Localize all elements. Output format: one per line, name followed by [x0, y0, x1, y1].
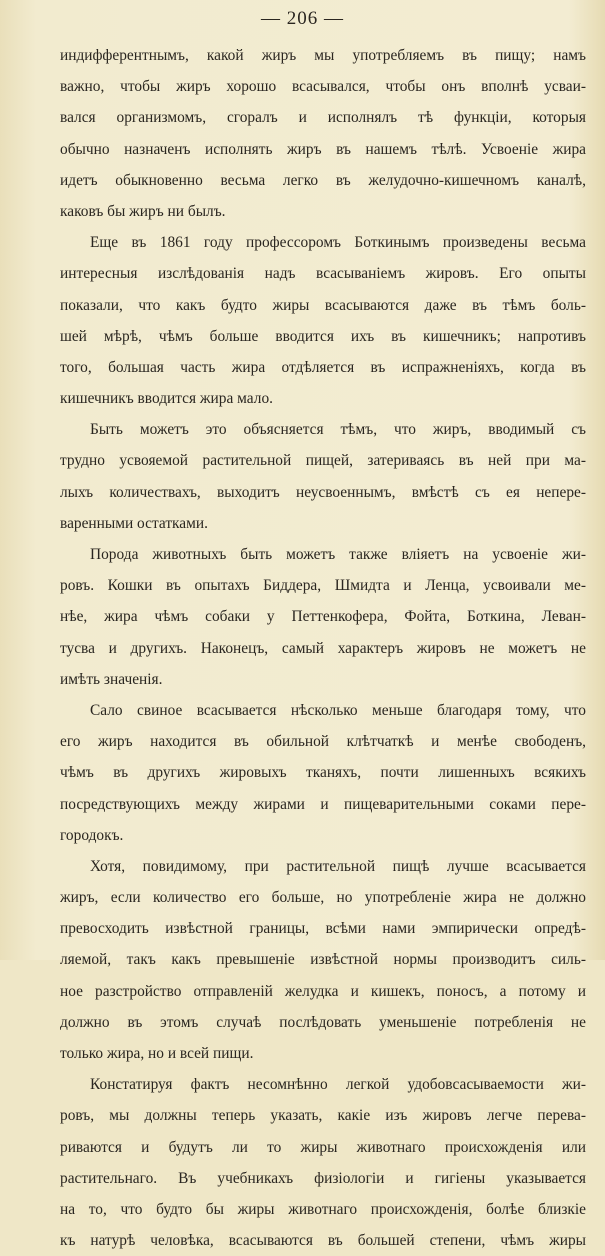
body-text	[60, 40, 586, 1256]
text-line: риваются и будутъ ли то жиры животнаго происхожденія или	[60, 1138, 586, 1156]
text-line: кишечникъ вводится жира мало.	[60, 390, 273, 408]
text-line: шей мѣрѣ, чѣмъ больше вводится ихъ въ кишечникъ; напротивъ	[60, 327, 586, 345]
text-line: только жира, но и всей пищи.	[60, 1045, 254, 1062]
text-line: посредствующихъ между жирами и пищеварительными соками пере-	[60, 795, 586, 813]
text-line: ное разстройство отправленій желудка и кишекъ, поносъ, а потому и	[60, 982, 586, 1000]
text-line: варенными остатками.	[60, 514, 208, 532]
text-line: показали, что какъ будто жиры всасываются даже въ тѣмъ боль-	[60, 296, 586, 314]
text-line: важно, чтобы жиръ хорошо всасывался, чтобы онъ вполнѣ усваи-	[60, 78, 586, 96]
text-line: индифферентнымъ, какой жиръ мы употребляемъ въ пищу; намъ	[60, 47, 586, 64]
text-line: каковъ бы жиръ ни былъ.	[60, 202, 226, 220]
text-line: ровъ. Кошки въ опытахъ Биддера, Шмидта и Ленца, усвоивали ме-	[60, 577, 586, 595]
text-line: нѣе, жира чѣмъ собаки у Петтенкофера, Фойта, Боткина, Леван-	[60, 608, 586, 626]
text-line: идетъ обыкновенно весьма легко въ желудочно-кишечномъ каналѣ,	[60, 171, 586, 189]
text-line: обычно назначенъ исполнять жиръ въ нашемъ тѣлѣ. Усвоеніе жира	[60, 140, 586, 158]
text-line: къ натурѣ человѣка, всасываются въ большей степени, чѣмъ жиры	[60, 1232, 586, 1250]
text-line: Сало свиное всасывается нѣсколько меньше благодаря тому, что	[90, 701, 586, 719]
text-line: чѣмъ въ другихъ жировыхъ тканяхъ, почти лишенныхъ всякихъ	[60, 764, 586, 782]
text-line: интересныя изслѣдованія надъ всасываніемъ жировъ. Его опыты	[60, 265, 586, 283]
text-line: на то, что будто бы жиры животнаго происхожденія, болѣе близкіе	[60, 1200, 586, 1218]
text-line: его жиръ находится въ обильной клѣтчаткѣ и менѣе свободенъ,	[60, 733, 586, 751]
text-line: Быть можетъ это объясняется тѣмъ, что жиръ, вводимый съ	[90, 421, 586, 439]
text-line: превосходить извѣстной границы, всѣми нами эмпирически опредѣ-	[60, 920, 586, 938]
text-line: тусва и другихъ. Наконецъ, самый характеръ жировъ не можетъ не	[60, 639, 586, 657]
text-line: лыхъ количествахъ, выходитъ неусвоеннымъ, вмѣстѣ съ ея непере-	[60, 483, 586, 501]
text-line: вался организмомъ, сгоралъ и исполнялъ тѣ функціи, которыя	[60, 109, 586, 127]
text-line: Хотя, повидимому, при растительной пищѣ лучше всасывается	[90, 857, 586, 875]
text-line: Порода животныхъ быть можетъ также вліяетъ на усвоеніе жи-	[90, 546, 586, 563]
text-line: имѣть значенія.	[60, 670, 163, 688]
text-line: ровъ, мы должны теперь указать, какіе изъ жировъ легче перева-	[60, 1107, 586, 1125]
text-line: растительнаго. Въ учебникахъ физіологіи и гигіены указывается	[60, 1169, 586, 1187]
text-line: Еще въ 1861 году профессоромъ Боткинымъ произведены весьма	[90, 234, 586, 252]
text-line: того, большая часть жира отдѣляется въ испражненіяхъ, когда въ	[60, 358, 586, 376]
text-line: должно въ этомъ случаѣ послѣдовать уменьшеніе потребленія не	[60, 1013, 586, 1031]
page-number: — 206 —	[261, 8, 344, 29]
text-line: ляемой, такъ какъ превышеніе извѣстной нормы производитъ силь-	[60, 951, 586, 969]
text-line: городокъ.	[60, 826, 124, 844]
text-line: трудно усвояемой растительной пищей, затериваясь въ ней при ма-	[60, 452, 586, 470]
text-line: Констатируя фактъ несомнѣнно легкой удобовсасываемости жи-	[90, 1076, 586, 1094]
text-line: жиръ, если количество его больше, но употребленіе жира не должно	[60, 889, 586, 907]
